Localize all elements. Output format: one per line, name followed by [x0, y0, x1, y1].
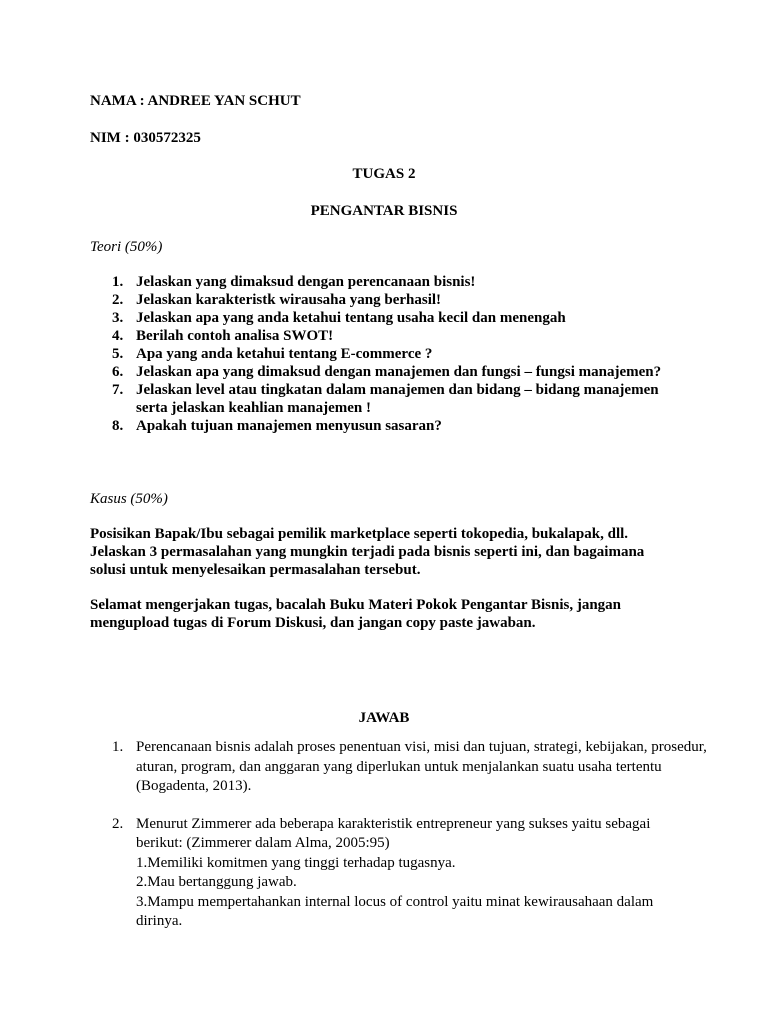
student-nim: NIM : 030572325: [90, 130, 201, 146]
theory-heading: Teori (50%): [90, 239, 163, 255]
question-item: 1. Jelaskan yang dimaksud dengan perencanaan bisnis!: [112, 274, 476, 290]
answer-item: 2. Menurut Zimmerer ada beberapa karakteristik entrepreneur yang sukses yaitu sebagai berikut: (Zimmerer dalam Alma, 2005:95) 1.Memiliki komitmen yang tinggi terhadap tugasnya. 2.Mau bertanggung jawab. 3.Mampu mempertahankan internal locus of control yaitu minat kewirausahaan dalam dirinya.: [90, 815, 696, 932]
answers-heading: JAWAB: [358, 710, 410, 726]
answer-list: [90, 738, 715, 932]
question-item: 2. Jelaskan karakteristk wirausaha yang berhasil!: [112, 292, 442, 308]
answer-point: 3.Mampu mempertahankan internal locus of control yaitu minat kewirausahaan dalam dirinya.: [136, 893, 654, 929]
case-description: Posisikan Bapak/Ibu sebagai pemilik marketplace seperti tokopedia, bukalapak, dll. Jelaskan 3 permasalahan yang mungkin terjadi pada bisnis seperti ini, dan bagaimana solusi untuk menyelesaikan permasalahan tersebut.: [90, 526, 645, 578]
course-title: PENGANTAR BISNIS: [310, 203, 458, 219]
assignment-title: TUGAS 2: [352, 166, 416, 182]
student-name: NAMA : ANDREE YAN SCHUT: [90, 93, 301, 109]
question-item: 5. Apa yang anda ketahui tentang E-commerce ?: [112, 346, 433, 362]
answer-point: 2.Mau bertanggung jawab.: [136, 874, 297, 890]
theory-questions: [90, 273, 690, 435]
question-item: 8. Apakah tujuan manajemen menyusun sasaran?: [112, 418, 442, 434]
answer-item: 1. Perencanaan bisnis adalah proses penentuan visi, misi dan tujuan, strategi, kebijakan, prosedur, aturan, program, dan anggaran yang diperlukan untuk menjalankan suatu usaha tertentu (Bogadenta, 2013).: [112, 739, 707, 794]
case-heading: Kasus (50%): [90, 491, 168, 507]
question-item: 7. Jelaskan level atau tingkatan dalam manajemen dan bidang – bidang manajemen serta jelaskan keahlian manajemen !: [112, 382, 659, 416]
question-item: 4. Berilah contoh analisa SWOT!: [112, 328, 334, 344]
question-item: 6. Jelaskan apa yang dimaksud dengan manajemen dan fungsi – fungsi manajemen?: [112, 364, 662, 380]
closing-note: Selamat mengerjakan tugas, bacalah Buku Materi Pokok Pengantar Bisnis, jangan mengupload tugas di Forum Diskusi, dan jangan copy paste jawaban.: [90, 597, 622, 631]
answer-point: 1.Memiliki komitmen yang tinggi terhadap tugasnya.: [136, 854, 456, 871]
question-item: 3. Jelaskan apa yang anda ketahui tentang usaha kecil dan menengah: [112, 310, 566, 326]
